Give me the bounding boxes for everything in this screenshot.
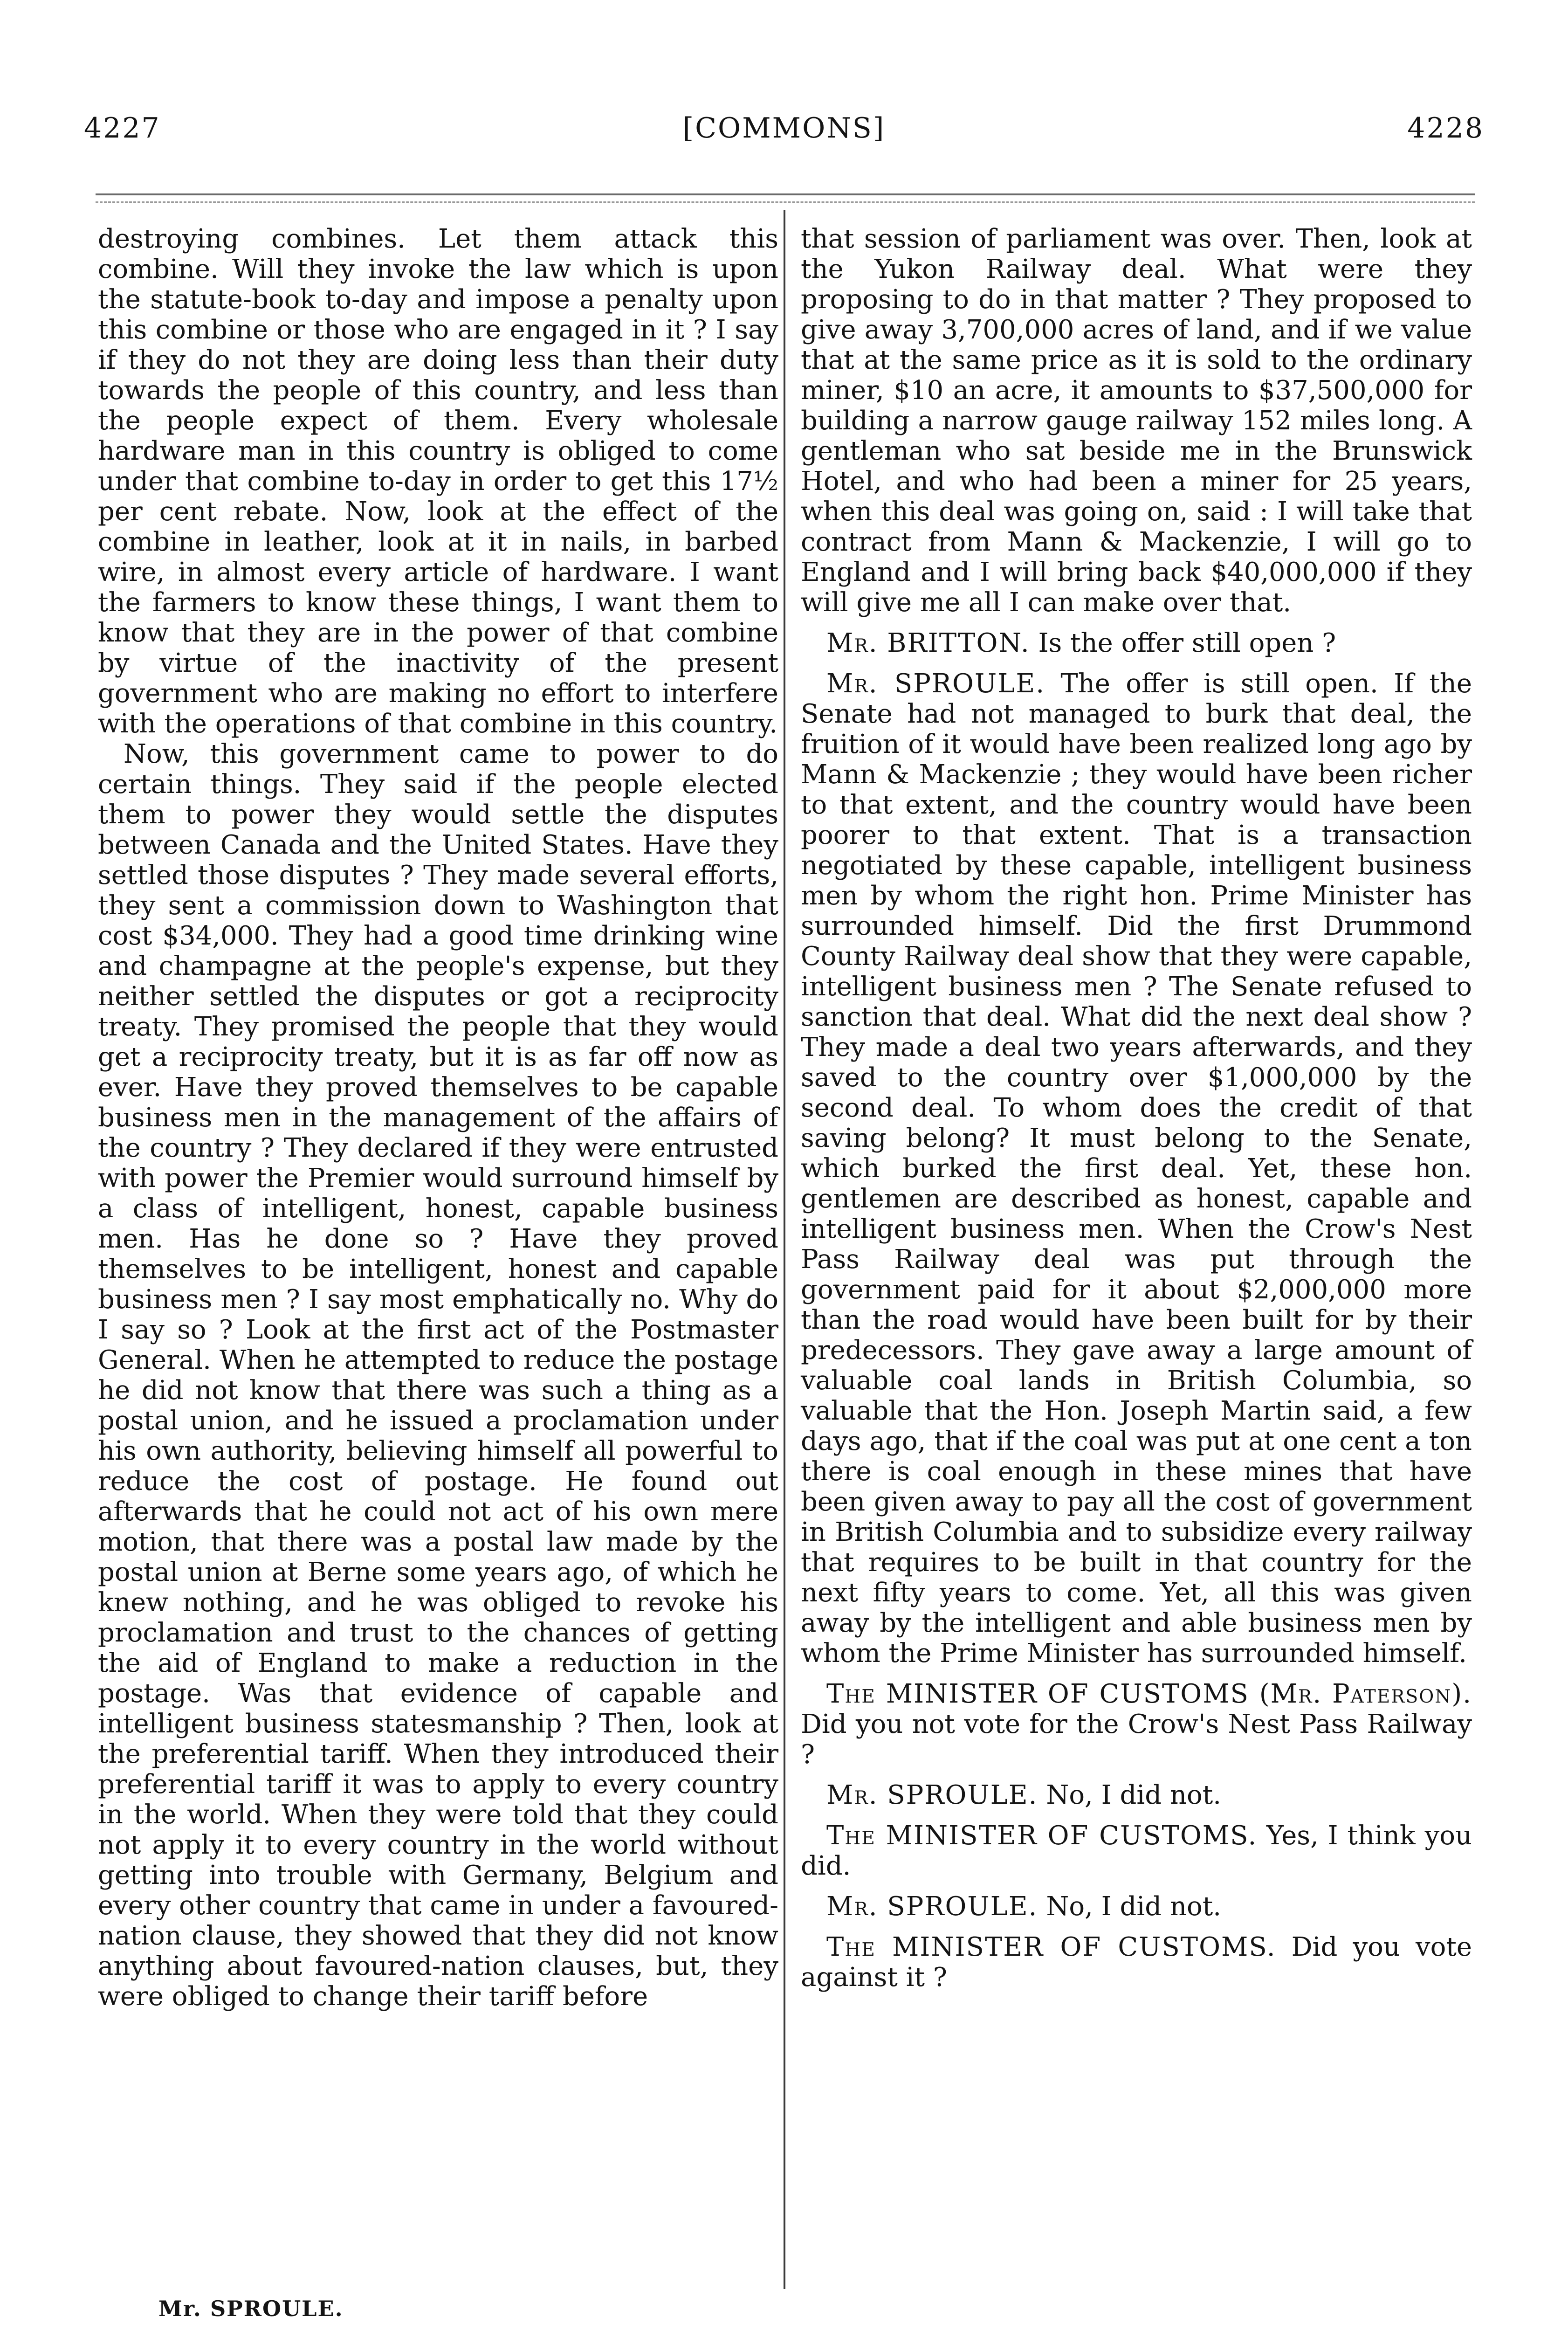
speech-sproule [801,1780,1472,1810]
speech-text: No, I did not. [1046,1780,1222,1810]
paragraph: that session of parliament was over. Then, look at the Yukon Railway deal. What were they proposing to do in that matter ? They proposed to give away 3,700,000 acres of land, and if we value that at the same price as it is sold to the ordinary miner, $10 an acre, it amounts to $37,500,000 for building a narrow gauge railway 152 miles long. A gentleman who sat beside me in the Brunswick Hotel, and who had been a miner for 25 years, when this deal was going on, said : I will take that contract from Mann & Mackenzie, I will go to England and I will bring back $40,000,000 if they will give me all I can make over that. [801,224,1472,618]
footer-signature: Mr. SPROULE. [158,2296,344,2321]
speech-text: The offer is still open. If the Senate had not managed to burk that deal, the fruition of it would have been realized long ago by Mann & Mackenzie ; they would have been richer to that extent, and the country would have been poorer to that extent. That is a transaction negotiated by these capable, intelligent business men by whom the right hon. Prime Minister has surrounded himself. Did the first Drummond County Railway deal show that they were capable, intelligent business men ? The Senate refused to sanction that deal. What did the next deal show ? They made a deal two years afterwards, and they saved to the country over $1,000,000 by the second deal. To whom does the credit of that saving belong? It must belong to the Senate, which burked the first deal. Yet, these hon. gentlemen are described as honest, capable and intelligent business men. When the Crow's Nest Pass Railway deal was put through the government paid for it about $2,000,000 more than the road would have been built for by their predecessors. They gave away a large amount of valuable coal lands in British Columbia, so valuable that the Hon. Joseph Martin said, a few days ago, that if the coal was put at one cent a ton there is coal enough in these mines that have been given away to pay all the cost of government in British Columbia and to subsidize every railway that requires to be built in that country for the next fifty years to come. Yet, all this was given away by the intelligent and able business men by whom the Prime Minister has surrounded himself. [801,669,1472,1669]
speaker-name: The MINISTER OF CUSTOMS. [826,1932,1276,1962]
speech-text: Is the offer still open ? [1038,628,1336,658]
speech-sproule [801,1891,1472,1922]
header-rule-dashed [96,201,1475,203]
page-header [84,112,1484,154]
speech-text: Yes, I think you did. [801,1821,1472,1881]
right-column [801,224,1472,1993]
speech-sproule [801,669,1472,1669]
left-column [98,224,778,2012]
speech-minister-customs [801,1821,1472,1881]
speech-text: No, I did not. [1046,1891,1222,1922]
speech-minister-customs [801,1679,1472,1770]
speech-text: Did you vote against it ? [801,1932,1472,1993]
speaker-name: Mr. SPROULE. [826,1891,1038,1922]
speaker-name: Mr. BRITTON. [826,628,1030,658]
paragraph: Now, this government came to power to do certain things. They said if the people elected them to power they would settle the disputes between Canada and the United States. Have they settled those disputes ? They made several efforts, they sent a commission down to Washington that cost $34,000. They had a good time drinking wine and champagne at the people's expense, but they neither settled the disputes or got a reciprocity treaty. They promised the people that they would get a reciprocity treaty, but it is as far off now as ever. Have they proved themselves to be capable business men in the management of the affairs of the country ? They declared if they were entrusted with power the Premier would surround himself by a class of intelligent, honest, capable business men. Has he done so ? Have they proved themselves to be intelligent, honest and capable business men ? I say most emphatically no. Why do I say so ? Look at the first act of the Postmaster General. When he attempted to reduce the postage he did not know that there was such a thing as a postal union, and he issued a proclamation under his own authority, believing himself all powerful to reduce the cost of postage. He found out afterwards that he could not act of his own mere motion, that there was a postal law made by the postal union at Berne some years ago, of which he knew nothing, and he was obliged to revoke his proclamation and trust to the chances of getting the aid of England to make a reduction in the postage. Was that evidence of capable and intelligent business statesmanship ? Then, look at the preferential tariff. When they introduced their preferential tariff it was to apply to every country in the world. When they were told that they could not apply it to every country in the world without getting into trouble with Germany, Belgium and every other country that came in under a favoured-nation clause, they showed that they did not know anything about favoured-nation clauses, but, they were obliged to change their tariff before [98,739,778,2012]
paragraph: destroying combines. Let them attack this combine. Will they invoke the law which is upon the statute-book to-day and impose a penalty upon this combine or those who are engaged in it ? I say if they do not they are doing less than their duty towards the people of this country, and less than the people expect of them. Every wholesale hardware man in this country is obliged to come under that combine to-day in order to get this 17½ per cent rebate. Now, look at the effect of the combine in leather, look at it in nails, in barbed wire, in almost every article of hardware. I want the farmers to know these things, I want them to know that they are in the power of that combine by virtue of the inactivity of the present government who are making no effort to interfere with the operations of that combine in this country. [98,224,778,739]
speaker-name: The MINISTER OF CUSTOMS (Mr. Paterson). [826,1679,1472,1709]
page-number-left: 4227 [84,112,161,145]
speech-britton [801,628,1472,658]
speech-minister-customs [801,1932,1472,1993]
page-number-right: 4228 [1407,112,1484,145]
column-divider [784,210,785,2289]
header-rule [96,193,1475,195]
speaker-name: Mr. SPROULE. [826,669,1045,699]
running-title: [COMMONS] [682,112,886,145]
speech-text: Did you not vote for the Crow's Nest Pass Railway ? [801,1709,1472,1770]
speaker-name: The MINISTER OF CUSTOMS. [826,1821,1258,1851]
speaker-name: Mr. SPROULE. [826,1780,1038,1810]
